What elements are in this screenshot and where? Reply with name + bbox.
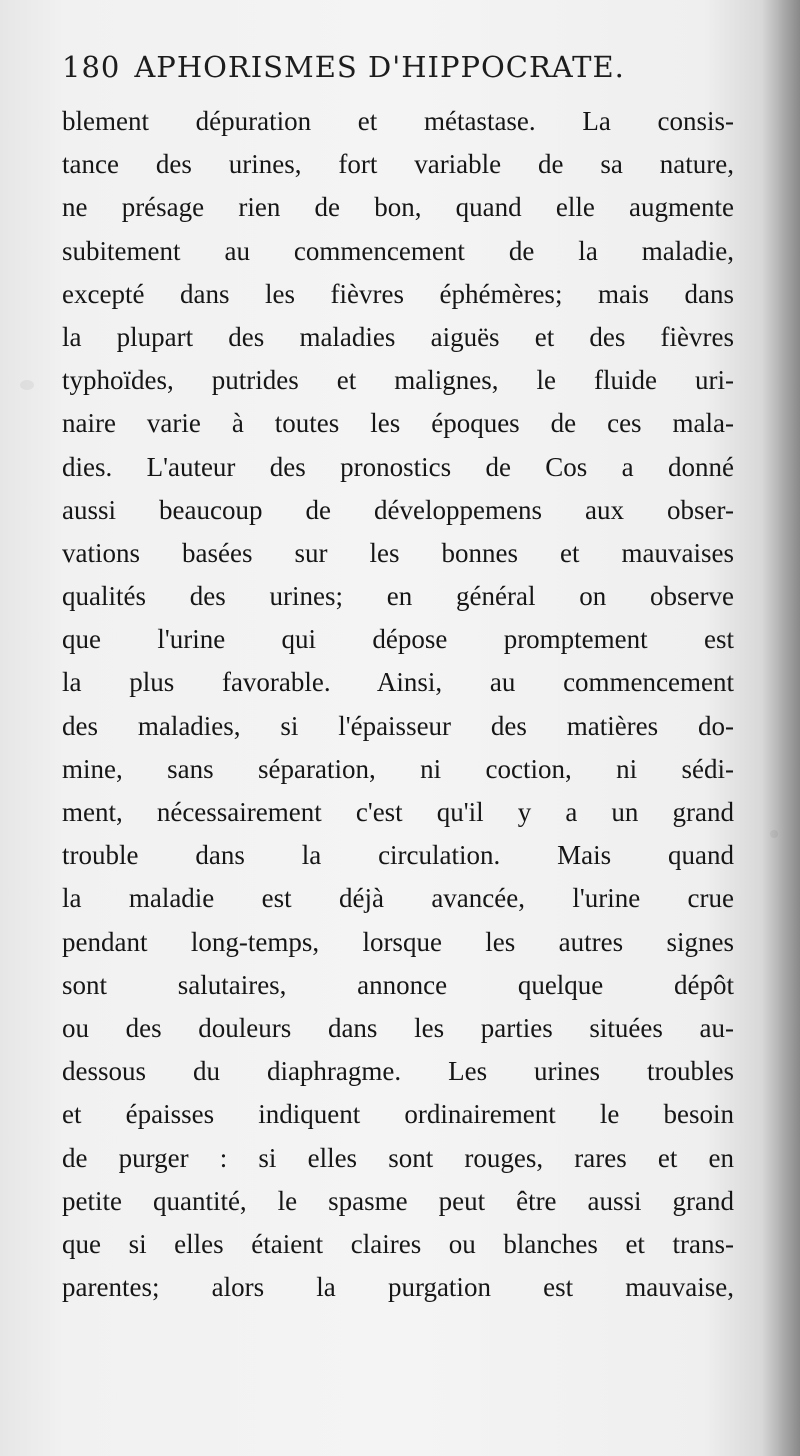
text-line: et épaisses indiquent ordinairement le besoin	[62, 1099, 734, 1130]
text-line: la maladie est déjà avancée, l'urine crue	[62, 883, 734, 914]
running-title: APHORISMES D'HIPPOCRATE.	[134, 50, 625, 84]
text-line: dies. L'auteur des pronostics de Cos a donné	[62, 451, 734, 482]
text-line: des maladies, si l'épaisseur des matières do-	[62, 710, 734, 741]
text-line: que l'urine qui dépose promptement est	[62, 624, 734, 655]
text-line: excepté dans les fièvres éphémères; mais dans	[62, 278, 734, 309]
text-line: dessous du diaphragme. Les urines troubles	[62, 1056, 734, 1087]
text-line: trouble dans la circulation. Mais quand	[62, 840, 734, 871]
body-text	[62, 100, 734, 1309]
text-line: mine, sans séparation, ni coction, ni sédi-	[62, 753, 734, 784]
text-line: ou des douleurs dans les parties situées au-	[62, 1012, 734, 1043]
page-number: 180	[62, 50, 121, 84]
text-line: tance des urines, fort variable de sa nature,	[62, 149, 734, 180]
text-line: de purger : si elles sont rouges, rares et en	[62, 1142, 734, 1173]
text-line: la plus favorable. Ainsi, au commencement	[62, 667, 734, 698]
text-line: petite quantité, le spasme peut être aussi grand	[62, 1185, 734, 1216]
text-line: que si elles étaient claires ou blanches et trans-	[62, 1228, 734, 1259]
text-line: ne présage rien de bon, quand elle augmente	[62, 192, 734, 223]
text-line: subitement au commencement de la maladie,	[62, 235, 734, 266]
text-line: parentes; alors la purgation est mauvaise,	[62, 1272, 734, 1303]
text-line: naire varie à toutes les époques de ces mala-	[62, 408, 734, 439]
text-line: vations basées sur les bonnes et mauvaises	[62, 537, 734, 568]
running-header	[62, 50, 762, 84]
text-line: blement dépuration et métastase. La consis-	[62, 106, 734, 136]
paper-speck	[20, 380, 34, 390]
text-line: la plupart des maladies aiguës et des fièvres	[62, 321, 734, 352]
text-line: typhoïdes, putrides et malignes, le fluide uri-	[62, 365, 734, 396]
text-line: pendant long-temps, lorsque les autres signes	[62, 926, 734, 957]
text-line: ment, nécessairement c'est qu'il y a un grand	[62, 797, 734, 827]
binding-shadow	[762, 0, 800, 1456]
text-line: sont salutaires, annonce quelque dépôt	[62, 969, 734, 1000]
text-line: aussi beaucoup de développemens aux obser-	[62, 494, 734, 525]
text-line: qualités des urines; en général on observe	[62, 581, 734, 612]
